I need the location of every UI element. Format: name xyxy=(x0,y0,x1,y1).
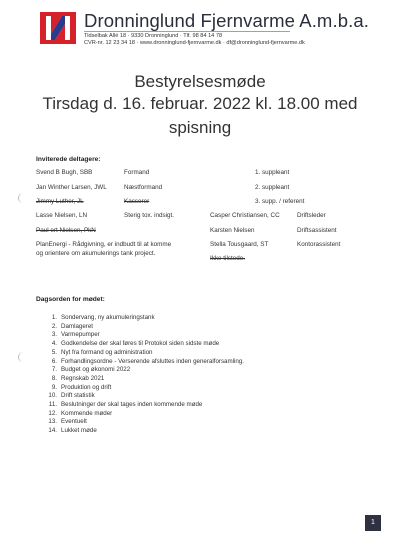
meeting-title: Bestyrelsesmøde xyxy=(134,72,266,91)
participant-name: Stella Tousgaard, ST xyxy=(210,241,269,248)
punch-hole-mark xyxy=(18,193,23,203)
organization-name: Dronninglund Fjernvarme A.m.b.a. xyxy=(84,10,369,31)
participant-role: Næstformand xyxy=(124,184,163,191)
agenda-item: 4. Godkendelse der skal føres til Protokol siden sidste møde xyxy=(51,340,220,348)
page-number-badge: 1 xyxy=(365,515,381,531)
participant-role: Driftsassistent xyxy=(297,227,337,234)
agenda-list xyxy=(40,314,244,436)
agenda-item: 10. Drift statistik xyxy=(48,392,95,400)
agenda-item: 8. Regnskab 2021 xyxy=(51,374,105,382)
header-divider xyxy=(84,31,290,32)
organization-address xyxy=(84,33,305,47)
invited-heading: Inviterede deltagere: xyxy=(36,156,101,163)
agenda-item: 14. Lukket møde xyxy=(48,427,97,435)
company-logo-icon xyxy=(40,12,76,44)
participant-role: Kasserer xyxy=(124,198,150,205)
participant-note: PlanEnergi - Rådgivning, er indbudt til at komme xyxy=(36,241,172,248)
agenda-item: 12. Kommende møder xyxy=(48,409,113,417)
agenda-item: 2. Damlageret xyxy=(51,322,93,330)
participant-name: Paul ert Nielsen, PkN xyxy=(36,227,96,234)
meeting-date-line-2: spisning xyxy=(168,118,232,137)
participant-name: Jan Winther Larsen, JWL xyxy=(36,184,107,191)
punch-hole-mark xyxy=(18,352,23,362)
agenda-item: 3. Varmepumper xyxy=(51,331,100,339)
agenda-heading: Dagsorden for mødet: xyxy=(36,296,105,303)
participant-name: Svend B Bugh, SBB xyxy=(36,169,93,176)
address-line-1: Tidselbak Allé 18 · 9330 Dronninglund · Tlf. 98 84 14 78 xyxy=(84,33,223,39)
participant-role: 2. suppleant xyxy=(255,184,290,191)
agenda-item: 6. Forhandlingsordne - Verserende afsluttes inden generalforsamling. xyxy=(51,357,244,365)
participant-name: Jimmy Luther, JL xyxy=(36,198,84,205)
participant-name: Karsten Nielsen xyxy=(210,227,255,234)
participant-role: Formand xyxy=(124,169,150,176)
participant-role: 1. suppleant xyxy=(255,169,290,176)
participant-name: Lasse Nielsen, LN xyxy=(36,212,88,219)
agenda-item: 13. Eventuelt xyxy=(48,418,87,426)
agenda-item: 9. Produktion og drift xyxy=(51,383,112,391)
address-line-2: CVR-nr. 12 23 34 18 · www.dronninglund-fjernvarme.dk · df@dronninglund-fjernvarme.dk xyxy=(84,40,305,46)
participant-name: Casper Christiansen, CC xyxy=(210,212,280,219)
participant-role: 3. supp. / referent xyxy=(255,198,305,205)
participant-role: Kontorassistent xyxy=(297,241,341,248)
participant-note: og orientere om akumulerings tank project. xyxy=(36,250,156,257)
agenda-item: 11. Beslutninger der skal tages inden kommende møde xyxy=(48,401,203,409)
participant-role: Driftsleder xyxy=(297,212,326,219)
absence-note: Ikke tilstede. xyxy=(210,255,245,262)
agenda-item: 7. Budget og økonomi 2022 xyxy=(51,366,131,374)
participant-role: Sterig tox. indsigt. xyxy=(124,212,175,219)
meeting-date-line: Tirsdag d. 16. februar. 2022 kl. 18.00 med xyxy=(42,94,358,113)
agenda-item: 1. Sondervang, ny akumuleringstank xyxy=(51,314,155,321)
agenda-item: 5. Nyt fra formand og administration xyxy=(51,348,153,356)
